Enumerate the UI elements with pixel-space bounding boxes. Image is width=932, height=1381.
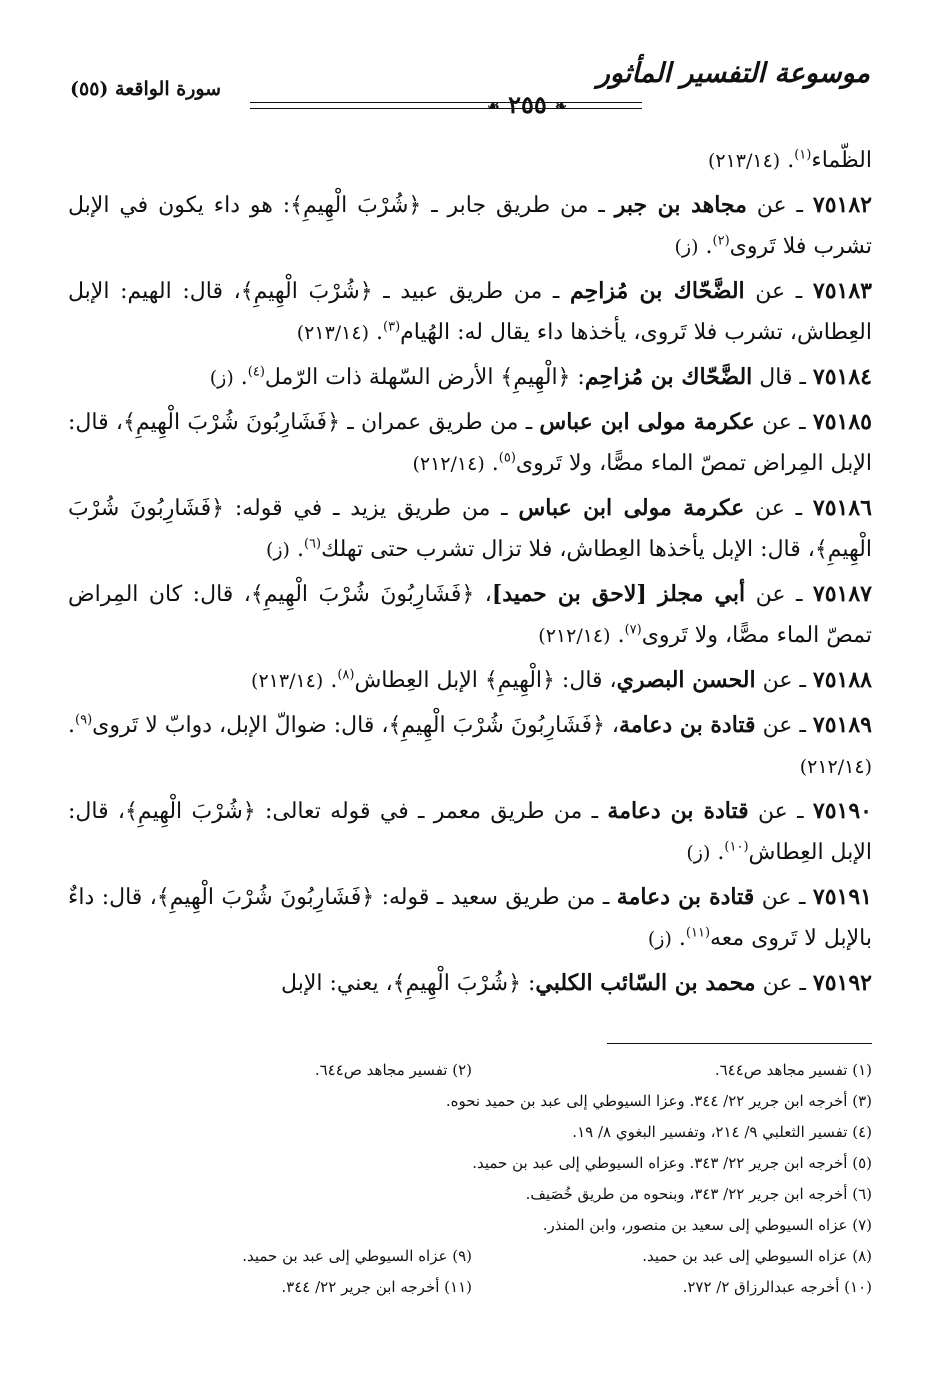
entry-number: ٧٥١٨٩ xyxy=(812,712,872,738)
footnote: (١٠) أخرجه عبدالرزاق ٢/ ٢٧٢. xyxy=(682,1278,872,1296)
reference: (ز) xyxy=(209,367,234,389)
paragraph xyxy=(68,271,872,354)
footnote-separator xyxy=(607,1043,872,1044)
footnote: (١) تفسير مجاهد ص٦٤٤. xyxy=(714,1061,872,1079)
entry-number: ٧٥١٨٨ xyxy=(812,667,872,693)
punct: . xyxy=(787,148,795,173)
reference: (٢١٣/١٤) xyxy=(251,670,324,692)
page-number-block xyxy=(462,90,592,119)
footnote: (١١) أخرجه ابن جرير ٢٢/ ٣٤٤. xyxy=(281,1278,472,1296)
entry-number: ٧٥١٨٤ xyxy=(812,364,872,390)
punct: . xyxy=(296,537,304,562)
footnote: (٤) تفسير الثعلبي ٩/ ٢١٤، وتفسير البغوي ٨/ ١٩. xyxy=(572,1123,872,1141)
punct: . xyxy=(376,320,384,345)
narrator-name: الحسن البصري xyxy=(616,667,756,693)
lead: ـ قال xyxy=(752,365,813,390)
reference: (٢١٣/١٤) xyxy=(707,150,781,172)
book-title: موسوعة التفسير المأثور xyxy=(596,58,870,89)
footnote: (٦) أخرجه ابن جرير ٢٢/ ٣٤٣، وبنحوه من طريق خُصَيف. xyxy=(525,1185,872,1203)
paragraph xyxy=(68,402,872,485)
lead: ـ عن xyxy=(744,496,813,521)
footnote-marker: (١) xyxy=(794,147,812,163)
footnote: (٨) عزاه السيوطي إلى عبد بن حميد. xyxy=(642,1247,872,1265)
paragraph xyxy=(68,877,872,960)
narrator-name: قتادة بن دعامة xyxy=(616,884,755,910)
entry-number: ٧٥١٨٧ xyxy=(812,581,872,607)
punct: . xyxy=(617,623,625,648)
footnote: (٣) أخرجه ابن جرير ٢٢/ ٣٤٤. وعزا السيوطي إلى عبد بن حميد نحوه. xyxy=(445,1092,872,1110)
paragraph xyxy=(68,574,872,657)
narrator-name: عكرمة مولى ابن عباس xyxy=(518,495,745,521)
reference: (٢١٢/١٤) xyxy=(799,756,872,778)
paragraph-text: ـ من طريق عبيد ـ ﴿شُرْبَ الْهِيمِ﴾، قال: الهيم: الإبل العِطاش، تشرب فلا تَروى، يأخذها داء يقال له: الهُيام xyxy=(68,279,872,345)
paragraph-text: ، قال: ﴿الْهِيمِ﴾ الإبل العِطاش xyxy=(354,668,617,693)
punct: . xyxy=(68,713,75,738)
punct: . xyxy=(678,926,686,951)
reference: (٢١٢/١٤) xyxy=(412,453,485,475)
paragraph xyxy=(68,791,872,874)
entry-number: ٧٥١٩٢ xyxy=(812,970,872,996)
header-rule-left xyxy=(250,102,470,109)
reference: (ز) xyxy=(674,236,699,258)
reference: (٢١٣/١٤) xyxy=(296,322,370,344)
paragraph-text: ـ من طريق معمر ـ في قوله تعالى: ﴿شُرْبَ الْهِيمِ﴾، قال: الإبل العِطاش xyxy=(68,799,872,865)
paragraph-text: الظّماء xyxy=(811,148,872,173)
paragraph-text: : ﴿شُرْبَ الْهِيمِ﴾، يعني: الإبل xyxy=(281,971,536,996)
footnote-row xyxy=(60,1055,872,1086)
footnote-row xyxy=(60,1241,872,1272)
lead: ـ عن xyxy=(755,713,813,738)
footnote-marker: (٨) xyxy=(337,667,355,683)
paragraph xyxy=(68,488,872,571)
lead: ـ عن xyxy=(754,885,813,910)
punct: . xyxy=(491,451,499,476)
footnotes xyxy=(60,1055,872,1303)
lead: ـ عن xyxy=(755,971,813,996)
entry-number: ٧٥١٨٥ xyxy=(812,409,872,435)
punct: . xyxy=(240,365,248,390)
narrator-name: محمد بن السّائب الكلبي xyxy=(535,970,756,996)
narrator-name: أبي مجلز [لاحق بن حميد] xyxy=(491,581,746,607)
page-number: ٢٥٥ xyxy=(508,90,547,119)
narrator-name: قتادة بن دعامة xyxy=(618,712,756,738)
paragraph-text: ، ﴿فَشَارِبُونَ شُرْبَ الْهِيمِ﴾، قال: ضوالّ الإبل، دوابّ لا تَروى xyxy=(92,713,619,738)
main-text xyxy=(68,140,872,1007)
paragraph xyxy=(68,185,872,268)
footnote-marker: (٩) xyxy=(75,712,93,728)
paragraph-text: ، ﴿فَشَارِبُونَ شُرْبَ الْهِيمِ﴾، قال: كان المِراض تمصّ الماء مصًّا، ولا تَروى xyxy=(68,582,872,648)
footnote-marker: (٥) xyxy=(498,450,516,466)
footnote: (٢) تفسير مجاهد ص٦٤٤. xyxy=(314,1061,472,1079)
paragraph xyxy=(68,357,872,399)
lead: ـ عن xyxy=(754,410,813,435)
footnote-marker: (٣) xyxy=(383,319,401,335)
lead: ـ عن xyxy=(744,279,813,304)
footnote: (٥) أخرجه ابن جرير ٢٢/ ٣٤٣. وعزاه السيوطي إلى عبد بن حميد. xyxy=(472,1154,872,1172)
paragraph xyxy=(68,705,872,788)
paragraph-text: ـ من طريق جابر ـ ﴿شُرْبَ الْهِيمِ﴾: هو داء يكون في الإبل تشرب فلا تَروى xyxy=(68,193,872,259)
paragraph-text: ـ من طريق سعيد ـ قوله: ﴿فَشَارِبُونَ شُرْبَ الْهِيمِ﴾، قال: داءٌ بالإبل لا تَروى معه xyxy=(68,885,872,951)
narrator-name: عكرمة مولى ابن عباس xyxy=(539,409,755,435)
footnote-marker: (٧) xyxy=(624,622,642,638)
footnote-marker: (٢) xyxy=(712,233,730,249)
entry-number: ٧٥١٨٢ xyxy=(812,192,872,218)
reference: (ز) xyxy=(686,842,711,864)
footnote-row xyxy=(60,1272,872,1303)
footnote: (٧) عزاه السيوطي إلى سعيد بن منصور، وابن المنذر. xyxy=(542,1216,872,1234)
surah-label: سورة الواقعة (٥٥) xyxy=(70,78,222,100)
footnote: (٩) عزاه السيوطي إلى عبد بن حميد. xyxy=(242,1247,472,1265)
paragraph-text: : ﴿الْهِيمِ﴾ الأرض السّهلة ذات الرّمل xyxy=(264,365,585,390)
reference: (ز) xyxy=(265,539,290,561)
paragraph-text: ـ من طريق عمران ـ ﴿فَشَارِبُونَ شُرْبَ الْهِيمِ﴾، قال: الإبل المِراض تمصّ الماء مصًّا، ولا تَروى xyxy=(68,410,872,476)
punct: . xyxy=(717,840,725,865)
narrator-name: الضَّحّاك بن مُزاحِم xyxy=(584,364,753,390)
page-header xyxy=(70,58,870,118)
lead: ـ عن xyxy=(748,799,813,824)
ornament-icon: ❧ xyxy=(555,98,567,115)
ornament-icon: ☙ xyxy=(487,98,500,115)
paragraph-text: ـ من طريق يزيد ـ في قوله: ﴿فَشَارِبُونَ شُرْبَ الْهِيمِ﴾، قال: الإبل يأخذها العِطاش، فلا تزال تشرب حتى تهلك xyxy=(68,496,872,562)
footnote-marker: (٦) xyxy=(303,536,322,552)
paragraph xyxy=(68,140,872,182)
reference: (ز) xyxy=(647,928,672,950)
lead: ـ عن xyxy=(746,193,813,218)
paragraph xyxy=(68,660,872,702)
footnote-marker: (١٠) xyxy=(724,839,749,855)
paragraph xyxy=(68,963,872,1004)
footnote-marker: (١١) xyxy=(685,925,711,941)
reference: (٢١٢/١٤) xyxy=(538,625,611,647)
footnote-marker: (٤) xyxy=(247,364,265,380)
lead: ـ عن xyxy=(755,668,813,693)
lead: ـ عن xyxy=(745,582,813,607)
entry-number: ٧٥١٨٦ xyxy=(812,495,872,521)
entry-number: ٧٥١٩١ xyxy=(812,884,872,910)
entry-number: ٧٥١٩٠ xyxy=(812,798,872,824)
entry-number: ٧٥١٨٣ xyxy=(812,278,872,304)
narrator-name: مجاهد بن جبر xyxy=(614,192,747,218)
punct: . xyxy=(705,234,713,259)
narrator-name: قتادة بن دعامة xyxy=(607,798,749,824)
punct: . xyxy=(330,668,338,693)
narrator-name: الضَّحّاك بن مُزاحِم xyxy=(569,278,745,304)
